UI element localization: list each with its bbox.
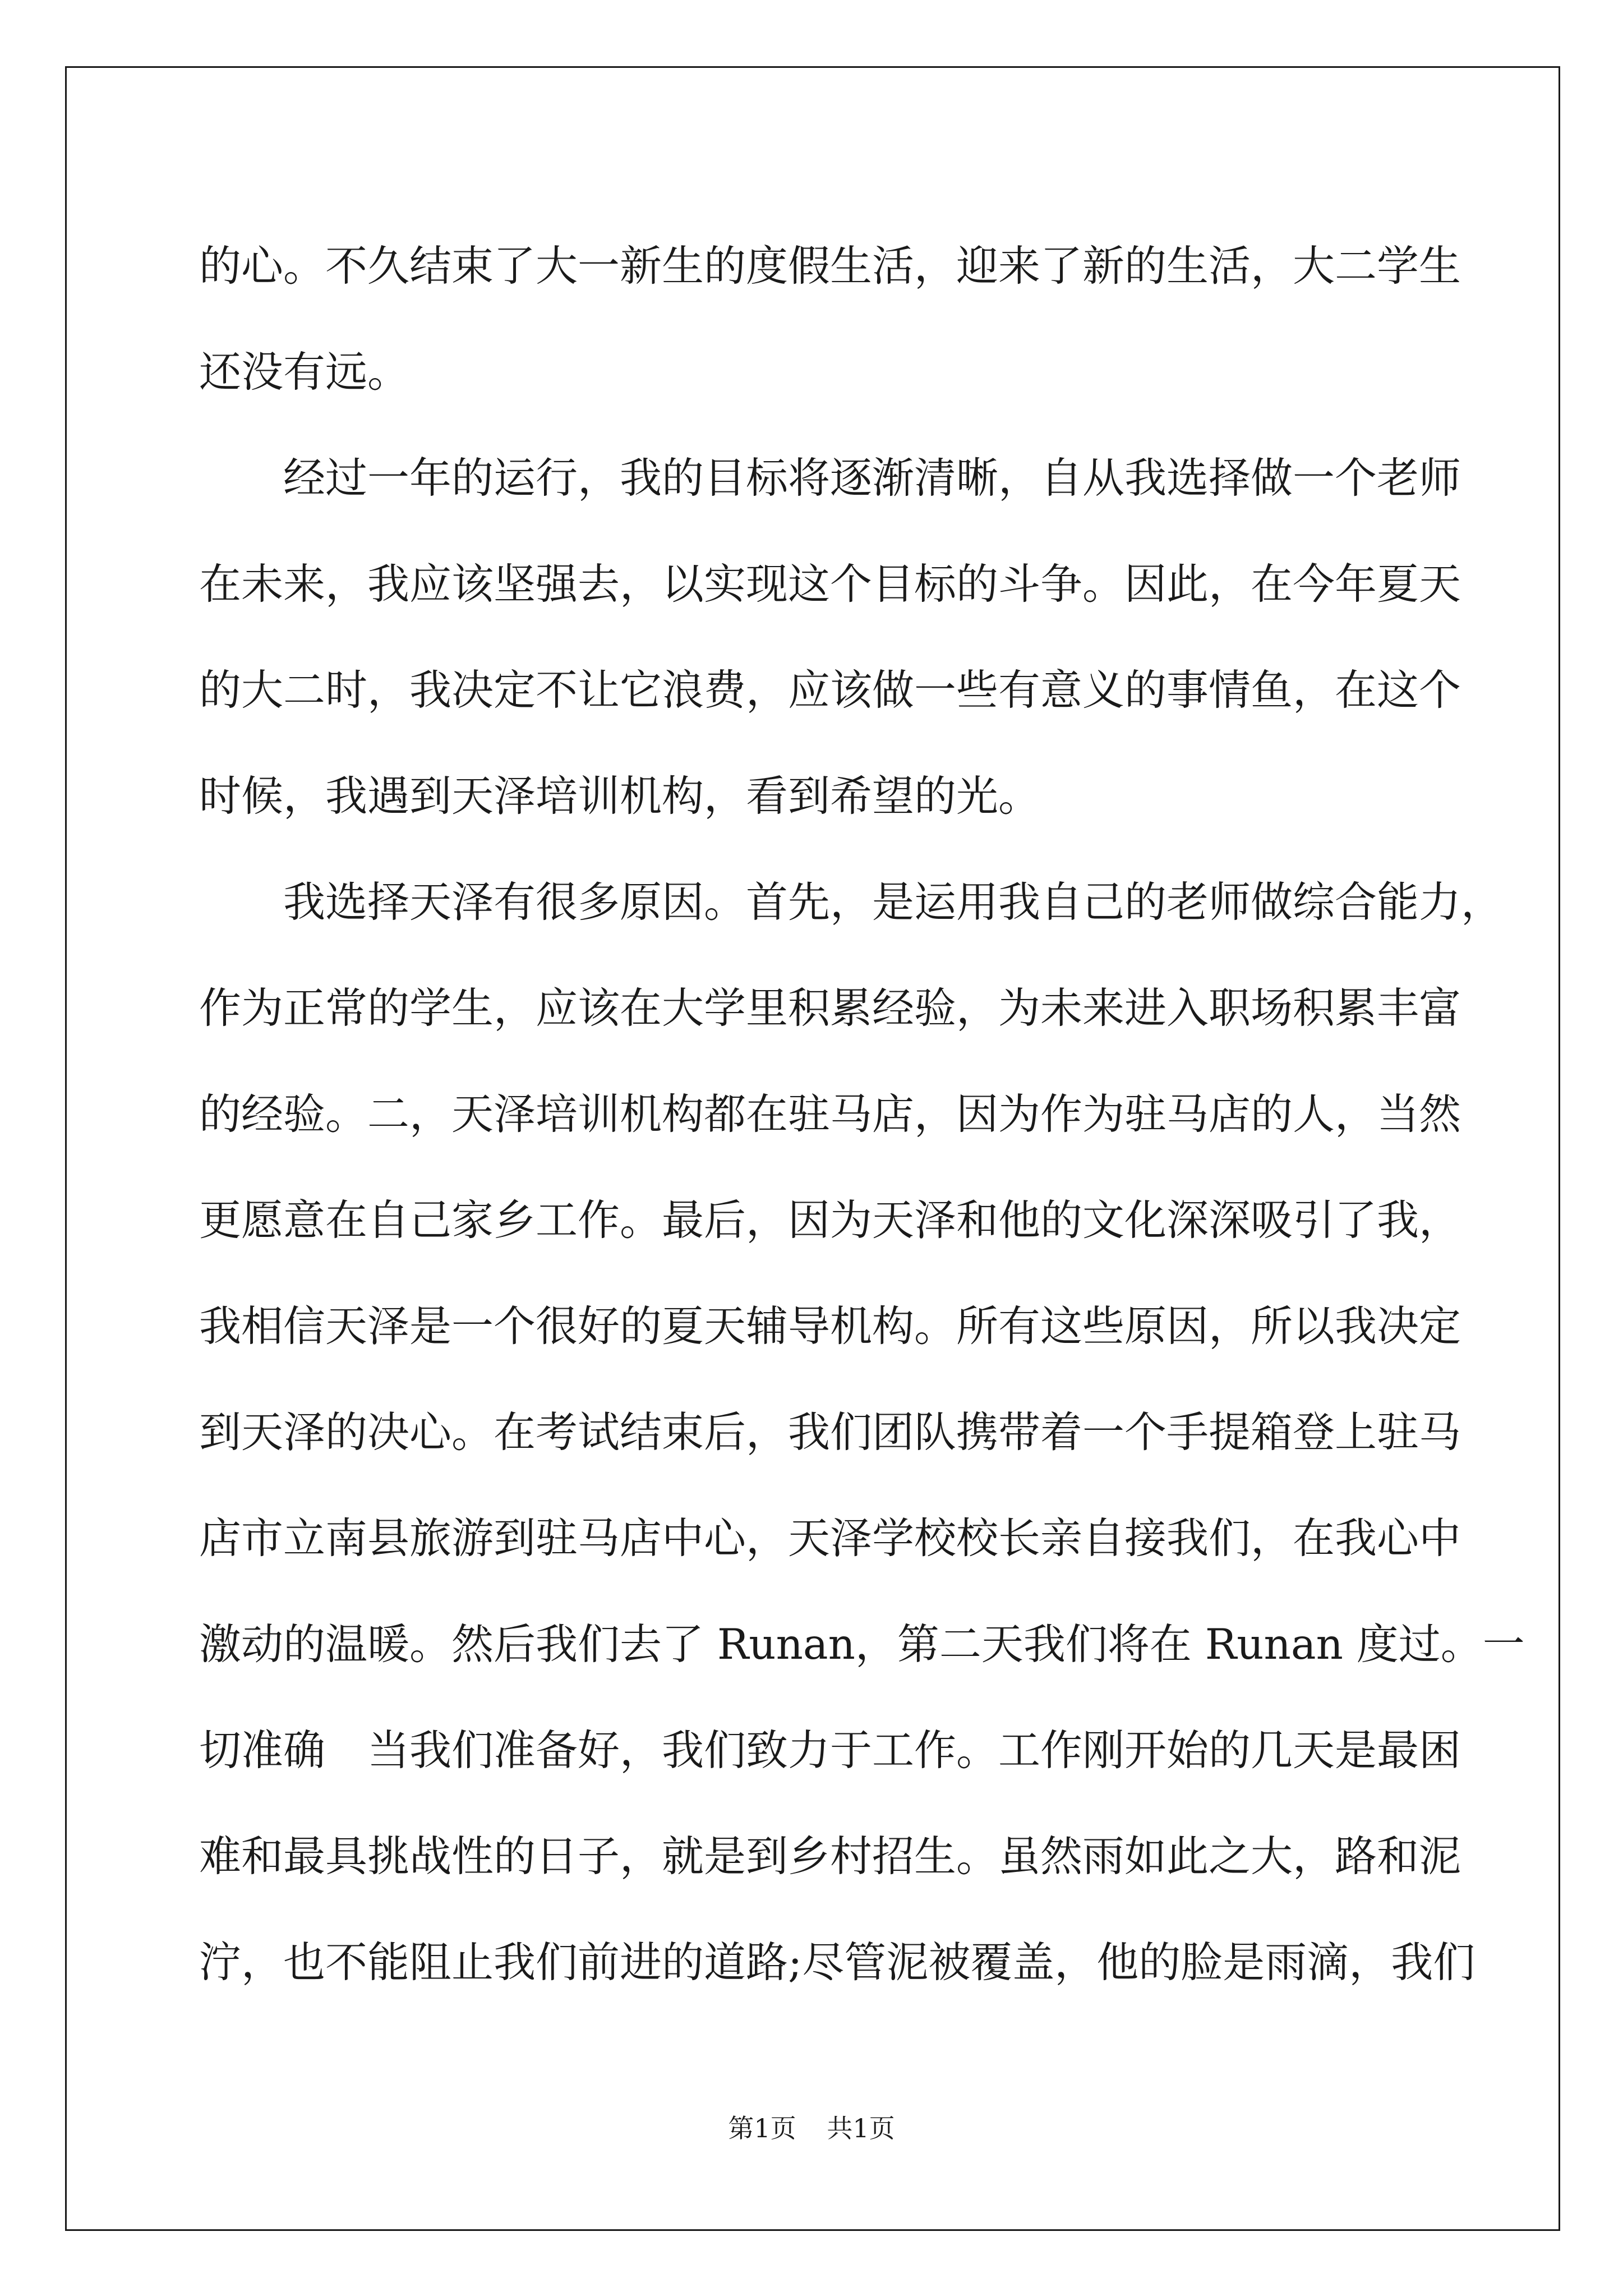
text-line-17: 泞，也不能阻止我们前进的道路;尽管泥被覆盖，他的脸是雨滴，我们 bbox=[199, 1938, 1476, 1987]
text-line-9: 的经验。二，天泽培训机构都在驻马店，因为作为驻马店的人，当然 bbox=[199, 1089, 1461, 1139]
text-line-4: 在未来，我应该坚强去，以实现这个目标的斗争。因此，在今年夏天 bbox=[199, 559, 1461, 609]
text-line-5: 的大二时，我决定不让它浪费，应该做一些有意义的事情鱼，在这个 bbox=[199, 665, 1461, 715]
page-total: 共1页 bbox=[827, 2113, 895, 2143]
text-line-1: 的心。不久结束了大一新生的度假生活，迎来了新的生活，大二学生 bbox=[199, 241, 1461, 291]
page-footer bbox=[0, 2108, 1623, 2145]
document-body bbox=[199, 213, 1525, 2016]
text-line-16: 难和最具挑战性的日子，就是到乡村招生。虽然雨如此之大，路和泥 bbox=[199, 1832, 1461, 1881]
text-line-8: 作为正常的学生，应该在大学里积累经验，为未来进入职场积累丰富 bbox=[199, 983, 1461, 1033]
text-line-10: 更愿意在自己家乡工作。最后，因为天泽和他的文化深深吸引了我， bbox=[199, 1195, 1461, 1245]
text-line-7: 我选择天泽有很多原因。首先，是运用我自己的老师做综合能力， bbox=[283, 877, 1504, 927]
text-line-6: 时候，我遇到天泽培训机构，看到希望的光。 bbox=[199, 771, 1041, 821]
text-line-12: 到天泽的决心。在考试结束后，我们团队携带着一个手提箱登上驻马 bbox=[199, 1407, 1461, 1457]
text-line-13: 店市立南县旅游到驻马店中心，天泽学校校长亲自接我们，在我心中 bbox=[199, 1513, 1461, 1563]
text-line-14: 激动的温暖。然后我们去了 Runan，第二天我们将在 Runan 度过。一 bbox=[199, 1619, 1525, 1669]
text-line-2: 还没有远。 bbox=[199, 347, 410, 397]
text-line-15: 切准确 当我们准备好，我们致力于工作。工作刚开始的几天是最困 bbox=[199, 1726, 1461, 1775]
text-line-3: 经过一年的运行，我的目标将逐渐清晰，自从我选择做一个老师 bbox=[283, 453, 1461, 503]
page-number: 第1页 bbox=[728, 2113, 796, 2143]
text-line-11: 我相信天泽是一个很好的夏天辅导机构。所有这些原因，所以我决定 bbox=[199, 1301, 1461, 1351]
